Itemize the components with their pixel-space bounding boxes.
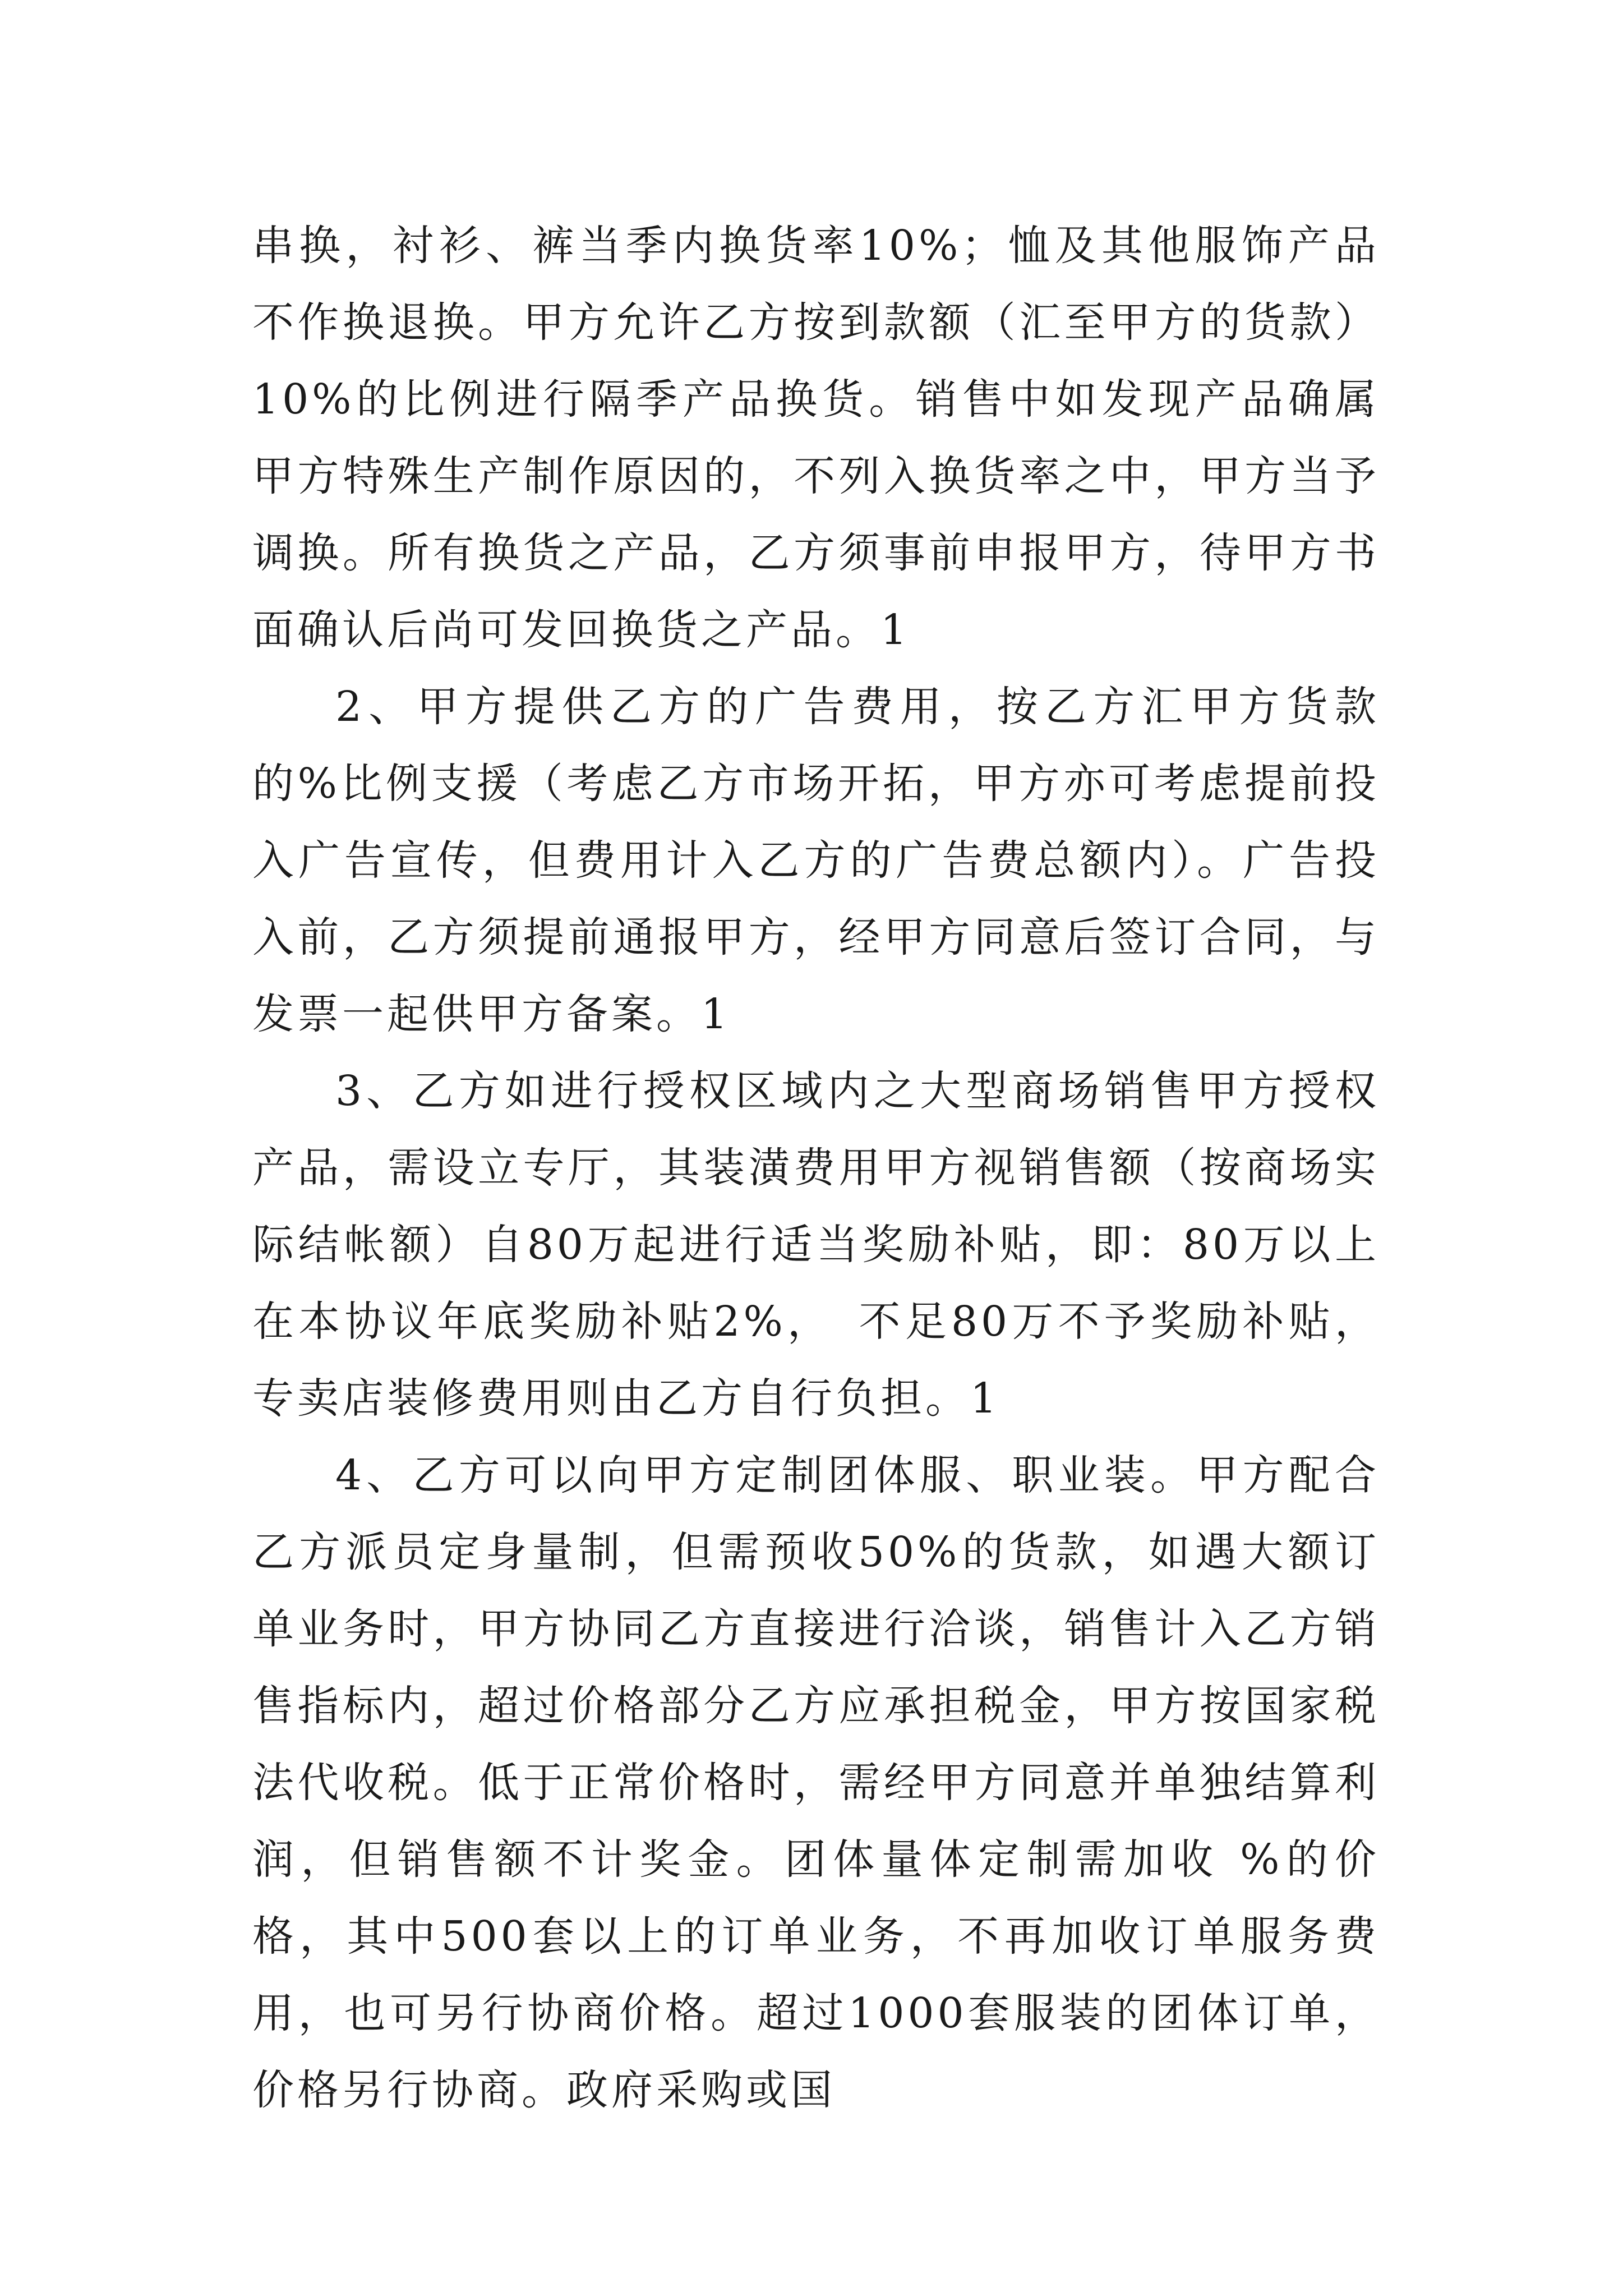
paragraph-1: 串换，衬衫、裤当季内换货率10%；恤及其他服饰产品不作换退换。甲方允许乙方按到款额（汇至甲方的货款）10%的比例进行隔季产品换货。销售中如发现产品确属甲方特殊生产制作原因的，不列入换货率之中，甲方当予调换。所有换货之产品，乙方须事前申报甲方，待甲方书面确认后尚可发回换货之产品。1 bbox=[252, 222, 1380, 654]
document-body bbox=[252, 208, 1380, 2129]
paragraph-3: 3、乙方如进行授权区域内之大型商场销售甲方授权产品，需设立专厅，其装潢费用甲方视销售额（按商场实际结帐额）自80万起进行适当奖励补贴，即：80万以上在本协议年底奖励补贴2%， 不足80万不予奖励补贴，专卖店装修费用则由乙方自行负担。1 bbox=[252, 1067, 1380, 1423]
paragraph-4: 4、乙方可以向甲方定制团体服、职业装。甲方配合乙方派员定身量制，但需预收50%的货款，如遇大额订单业务时，甲方协同乙方直接进行洽谈，销售计入乙方销售指标内，超过价格部分乙方应承担税金，甲方按国家税法代收税。低于正常价格时，需经甲方同意并单独结算利润，但销售额不计奖金。团体量体定制需加收 %的价格，其中500套以上的订单业务，不再加收订单服务费用，也可另行协商价格。超过1000套服装的团体订单，价格另行协商。政府采购或国 bbox=[252, 1451, 1380, 2114]
paragraph-2: 2、甲方提供乙方的广告费用，按乙方汇甲方货款的%比例支援（考虑乙方市场开拓，甲方亦可考虑提前投入广告宣传，但费用计入乙方的广告费总额内）。广告投入前，乙方须提前通报甲方，经甲方同意后签订合同，与发票一起供甲方备案。1 bbox=[252, 683, 1380, 1038]
